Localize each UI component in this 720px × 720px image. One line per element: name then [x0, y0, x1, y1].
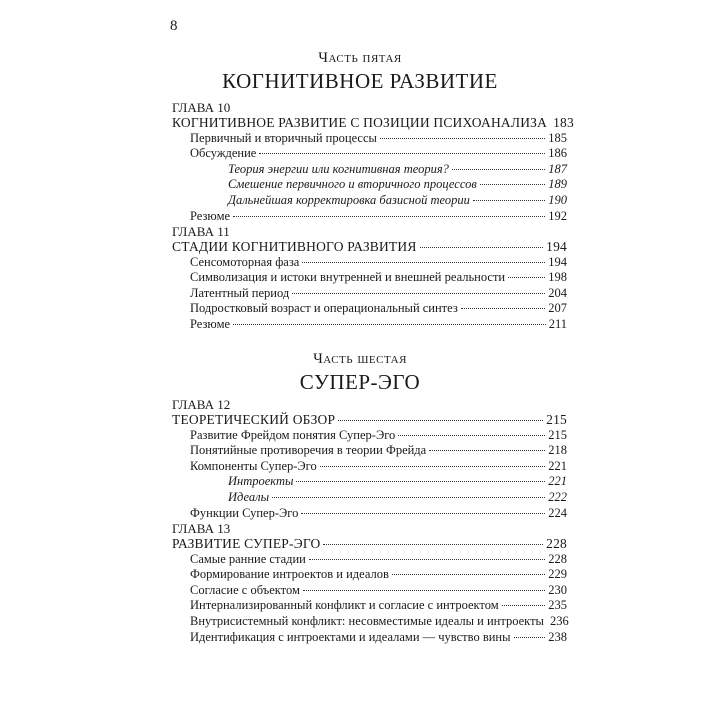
toc-page: 235	[548, 598, 567, 613]
toc-entry[interactable]	[172, 162, 567, 178]
dot-leader	[380, 138, 545, 139]
page-number: 8	[170, 18, 178, 34]
toc-page: 185	[548, 130, 567, 145]
toc-entry[interactable]	[172, 506, 567, 522]
toc-entry[interactable]	[172, 193, 567, 209]
toc-entry[interactable]	[172, 115, 574, 131]
dot-leader	[461, 308, 545, 309]
chapter-label: ГЛАВА 11	[172, 224, 230, 239]
toc-page: 229	[548, 567, 567, 582]
toc-entry[interactable]	[172, 490, 567, 506]
chapter-block	[172, 224, 567, 333]
part-title: СУПЕР-ЭГО	[299, 370, 421, 394]
toc-page: 224	[548, 505, 567, 520]
part-label: Часть шестая	[313, 351, 407, 367]
toc-page: 228	[548, 551, 567, 566]
toc-page: 192	[548, 208, 567, 223]
dot-leader	[259, 153, 545, 154]
toc-list	[172, 239, 567, 333]
toc-entry[interactable]	[172, 598, 567, 614]
chapter-label: ГЛАВА 12	[172, 397, 231, 412]
toc-entry[interactable]	[172, 583, 567, 599]
toc-title: Развитие Фрейдом понятия Супер-Эго	[190, 427, 396, 442]
toc-title: Формирование интроектов и идеалов	[190, 567, 389, 582]
dot-leader	[502, 605, 546, 606]
toc-page: 236	[549, 613, 569, 628]
toc-entry[interactable]	[172, 474, 567, 490]
dot-leader	[473, 200, 545, 201]
toc-page: 228	[546, 536, 567, 551]
toc-title: Первичный и вторичный процессы	[190, 130, 377, 145]
toc-entry[interactable]	[172, 177, 567, 193]
toc-entry[interactable]	[172, 552, 567, 568]
toc-title: Идентификация с интроектами и идеалами — чувство вины	[190, 629, 511, 644]
toc-page: 187	[548, 161, 567, 176]
chapter-block	[172, 397, 567, 521]
toc-title: СТАДИИ КОГНИТИВНОГО РАЗВИТИЯ	[172, 239, 417, 254]
toc-title: Резюме	[190, 208, 231, 223]
toc-page: 215	[548, 427, 567, 442]
toc-entry[interactable]	[172, 567, 567, 583]
toc-title: Функции Супер-Эго	[190, 505, 299, 520]
dot-leader	[338, 420, 543, 421]
dot-leader	[514, 637, 546, 638]
dot-leader	[309, 559, 545, 560]
toc-page: 218	[548, 443, 567, 458]
toc-page: 189	[548, 177, 567, 192]
dot-leader	[296, 481, 545, 482]
toc-entry[interactable]	[172, 239, 567, 255]
toc-page: 204	[548, 285, 567, 300]
toc-title: Сенсомоторная фаза	[190, 254, 300, 269]
toc-title: Понятийные противоречия в теории Фрейда	[190, 443, 427, 458]
toc-page: 221	[548, 458, 567, 473]
dot-leader	[323, 544, 543, 545]
toc-page: 190	[548, 192, 567, 207]
toc-title: Самые ранние стадии	[190, 551, 306, 566]
toc-title: Резюме	[190, 316, 231, 331]
toc-entry[interactable]	[172, 270, 567, 286]
toc-entry[interactable]	[172, 255, 567, 271]
toc-page: 194	[548, 254, 567, 269]
dot-leader	[292, 293, 545, 294]
toc-entry[interactable]	[172, 428, 567, 444]
toc-title: Подростковый возраст и операциональный синтез	[190, 301, 458, 316]
toc-title: Дальнейшая корректировка базисной теории	[228, 192, 470, 207]
toc-page: 215	[546, 412, 567, 427]
toc-page: 194	[546, 239, 567, 254]
toc-page: 238	[548, 629, 567, 644]
part-title: КОГНИТИВНОЕ РАЗВИТИЕ	[222, 69, 498, 93]
toc-entry[interactable]	[172, 301, 567, 317]
chapter-label: ГЛАВА 10	[172, 100, 231, 115]
dot-leader	[420, 247, 544, 248]
toc-title: Компоненты Супер-Эго	[190, 458, 317, 473]
toc-page: 211	[548, 316, 567, 331]
chapter-block	[172, 521, 567, 645]
toc-title: КОГНИТИВНОЕ РАЗВИТИЕ С ПОЗИЦИИ ПСИХОАНАЛИЗА	[172, 115, 548, 130]
toc-entry[interactable]	[172, 536, 567, 552]
dot-leader	[272, 497, 545, 498]
toc-title: Интернализированный конфликт и согласие с интроектом	[190, 598, 499, 613]
toc-page: 183	[553, 115, 574, 130]
dot-leader	[233, 216, 545, 217]
toc-page: 222	[548, 489, 567, 504]
dot-leader	[301, 513, 545, 514]
dot-leader	[398, 435, 545, 436]
toc-page: 221	[548, 474, 567, 489]
chapter-block	[172, 100, 574, 224]
dot-leader	[480, 184, 545, 185]
toc-title: Внутрисистемный конфликт: несовместимые идеалы и интроекты	[190, 613, 544, 628]
toc-entry[interactable]	[172, 209, 567, 225]
toc-list	[172, 412, 567, 521]
toc-title: Интроекты	[228, 474, 294, 489]
toc-title: ТЕОРЕТИЧЕСКИЙ ОБЗОР	[172, 412, 336, 427]
toc-page: 230	[548, 582, 567, 597]
toc-title: РАЗВИТИЕ СУПЕР-ЭГО	[172, 536, 321, 551]
toc-title: Символизация и истоки внутренней и внешней реальности	[190, 270, 506, 285]
toc-title: Согласие с объектом	[190, 582, 300, 597]
dot-leader	[392, 574, 545, 575]
toc-entry[interactable]	[172, 131, 567, 147]
toc-entry[interactable]	[172, 630, 567, 646]
toc-entry[interactable]	[172, 412, 567, 428]
dot-leader	[233, 324, 546, 325]
toc-entry[interactable]	[172, 443, 567, 459]
chapter-label: ГЛАВА 13	[172, 521, 231, 536]
dot-leader	[303, 590, 545, 591]
toc-page: 198	[548, 270, 567, 285]
toc-page: 207	[548, 301, 567, 316]
toc-entry[interactable]	[172, 317, 567, 333]
toc-list	[172, 536, 567, 645]
dot-leader	[320, 466, 546, 467]
toc-entry[interactable]	[172, 286, 567, 302]
dot-leader	[452, 169, 545, 170]
toc-entry[interactable]	[172, 146, 567, 162]
toc-list	[172, 115, 574, 224]
toc-entry[interactable]	[172, 614, 567, 630]
part-heading	[0, 50, 720, 94]
toc-title: Обсуждение	[190, 146, 257, 161]
dot-leader	[508, 277, 545, 278]
toc-title: Идеалы	[228, 489, 270, 504]
toc-title: Латентный период	[190, 285, 290, 300]
part-heading	[0, 351, 720, 395]
dot-leader	[302, 262, 545, 263]
toc-title: Смешение первичного и вторичного процессов	[228, 177, 477, 192]
toc-page: 186	[548, 146, 567, 161]
toc-entry[interactable]	[172, 459, 567, 475]
toc-title: Теория энергии или когнитивная теория?	[228, 161, 449, 176]
part-label: Часть пятая	[318, 50, 402, 66]
dot-leader	[429, 450, 545, 451]
